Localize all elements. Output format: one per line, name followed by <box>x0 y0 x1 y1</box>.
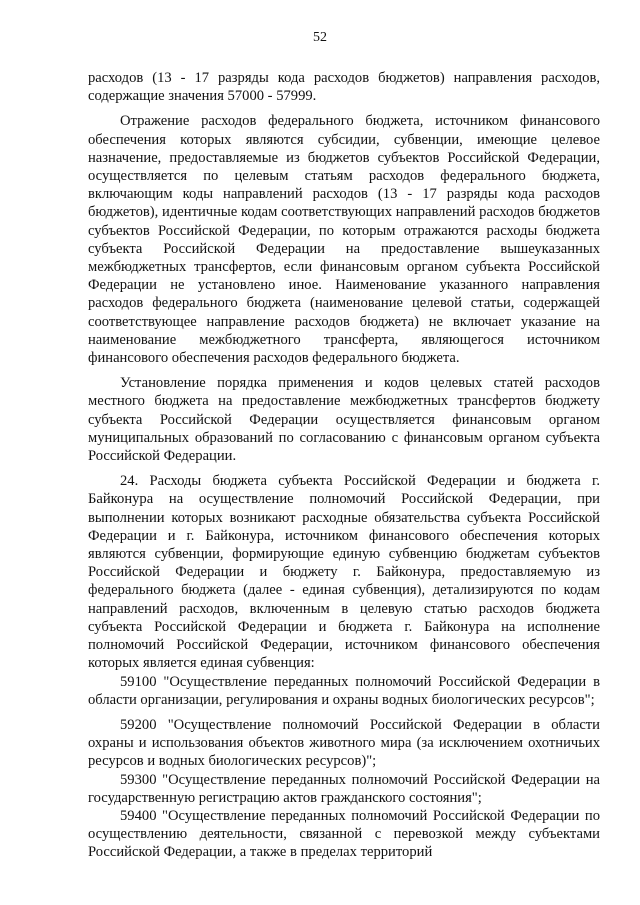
paragraph-code-59100: 59100 "Осуществление переданных полномочий Российской Федерации в области организации, регулирования и охраны водных биологических ресурсов"; <box>88 673 600 708</box>
paragraph-code-59200: 59200 "Осуществление полномочий Российской Федерации в области охраны и использования объектов животного мира (за исключением охотничьих ресурсов и водных биологических ресурсов)"; <box>88 716 600 770</box>
paragraph-code-59400: 59400 "Осуществление переданных полномочий Российской Федерации по осуществлению деятельности, связанной с перевозкой между субъектами Российской Федерации, а также в пределах территорий <box>88 807 600 861</box>
page-number: 52 <box>313 30 327 45</box>
paragraph-code-59300: 59300 "Осуществление переданных полномочий Российской Федерации на государственную регистрацию актов гражданского состояния"; <box>88 771 600 806</box>
document-body <box>88 69 600 862</box>
paragraph-local-budget-procedure: Установление порядка применения и кодов целевых статей расходов местного бюджета на предоставление межбюджетных трансфертов бюджету субъекта Российской Федерации осуществляется финансовым органом муниципальных образований по согласованию с финансовым органом субъекта Российской Федерации. <box>88 375 600 465</box>
paragraph-item-24: 24. Расходы бюджета субъекта Российской Федерации и бюджета г. Байконура на осуществление полномочий Российской Федерации, при выполнении которых возникают расходные обязательства субъекта Российской Федерации и г. Байконура, источником финансового обеспечения которых являются субвенции, формирующие единую субвенцию бюджетам субъектов Российской Федерации и бюджету г. Байконура, предоставляемую из федерального бюджета (далее - единая субвенция), детализируются по кодам направлений расходов, включенным в целевую статью расходов бюджета субъекта Российской Федерации и бюджета г. Байконура на исполнение полномочий Российской Федерации, источником финансового обеспечения которых является единая субвенция: <box>88 473 600 672</box>
paragraph-federal-budget-reflection: Отражение расходов федерального бюджета, источником финансового обеспечения которых являются субсидии, субвенции, имеющие целевое назначение, предоставляемые из бюджетов субъектов Российской Федерации, осуществляется по целевым статьям расходов федерального бюджета, включающим коды направлений расходов (13 - 17 разряды кода расходов бюджетов), идентичные кодам соответствующих направлений расходов бюджетов субъектов Российской Федерации, по которым отражаются расходы бюджета субъекта Российской Федерации на предоставление вышеуказанных межбюджетных трансфертов, если финансовым органом субъекта Российской Федерации не установлено иное. Наименование указанного направления расходов федерального бюджета (наименование целевой статьи, содержащей соответствующее направление расходов бюджета) не включает указание на наименование межбюджетного трансферта, являющегося источником финансового обеспечения расходов федерального бюджета. <box>88 113 600 367</box>
paragraph-continuation: расходов (13 - 17 разряды кода расходов бюджетов) направления расходов, содержащие значения 57000 - 57999. <box>88 70 600 105</box>
